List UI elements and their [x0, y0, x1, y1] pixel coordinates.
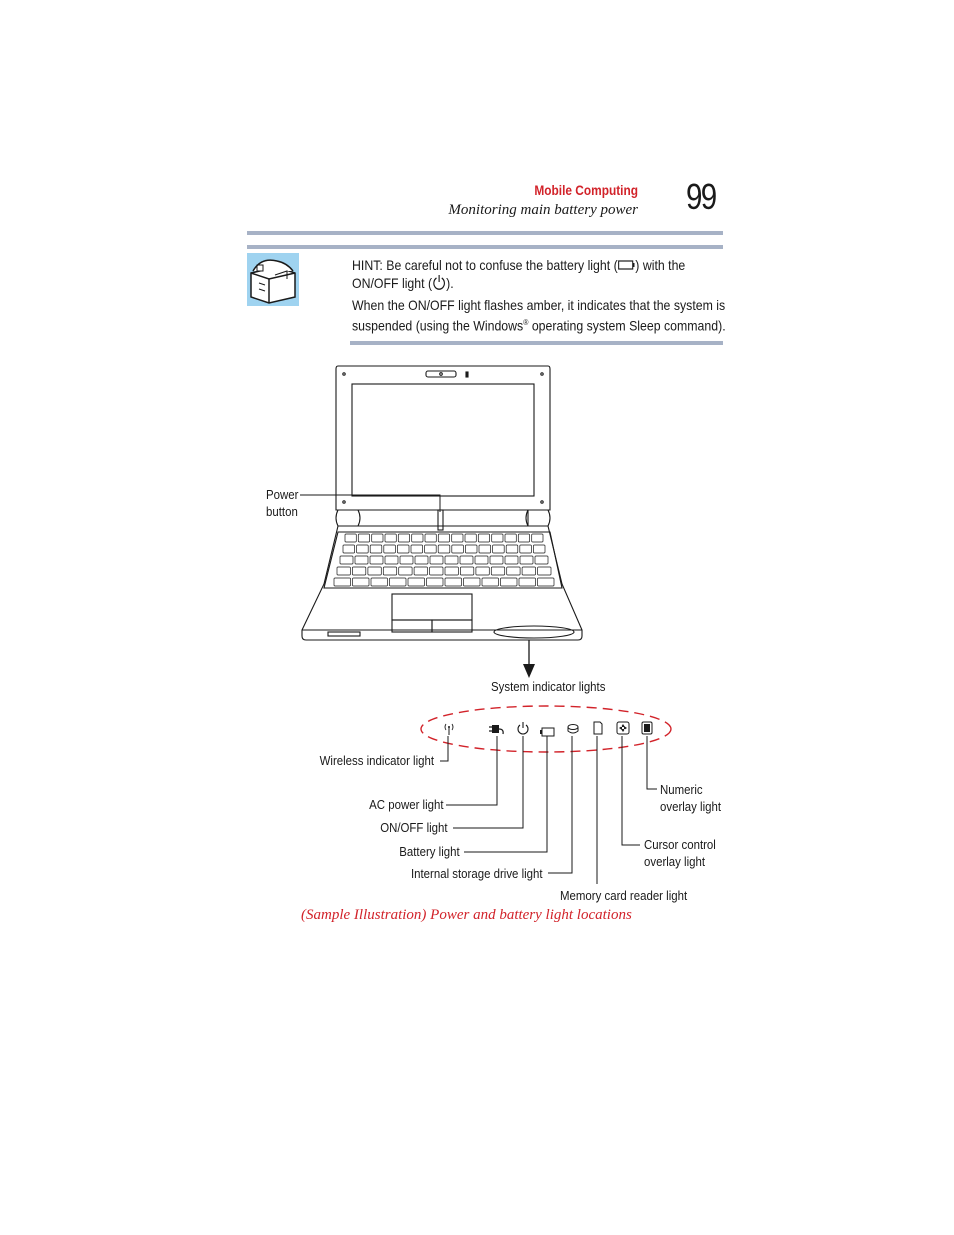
numeric-label-2: overlay light	[660, 799, 722, 814]
page-number: 99	[686, 176, 716, 217]
figure-caption: (Sample Illustration) Power and battery light locations	[301, 907, 632, 923]
ac-power-label: AC power light	[369, 797, 444, 812]
registered-mark: ®	[523, 318, 529, 327]
hint-text: HINT: Be careful not to confuse the battery light (	[352, 257, 618, 273]
numeric-label-1: Numeric	[660, 782, 703, 797]
hint-text: suspended (using the Windows	[352, 317, 524, 334]
cursor-label-1: Cursor control	[644, 837, 716, 852]
storage-label: Internal storage drive light	[411, 866, 543, 881]
hint-text: ON/OFF light (	[352, 275, 433, 291]
battery-label: Battery light	[399, 844, 460, 859]
section-title: Mobile Computing	[534, 183, 638, 198]
memory-card-label: Memory card reader light	[560, 888, 688, 903]
hint-text: ) with the	[635, 257, 686, 273]
hint-line-3: When the ON/OFF light flashes amber, it indicates that the system is	[352, 297, 726, 313]
onoff-label: ON/OFF light	[380, 820, 448, 835]
wireless-label: Wireless indicator light	[319, 753, 434, 768]
power-button-label-2: button	[266, 504, 298, 519]
hint-text: ).	[446, 275, 454, 291]
cursor-label-2: overlay light	[644, 854, 706, 869]
hint-text: operating system Sleep command).	[528, 317, 726, 334]
system-indicator-label: System indicator lights	[491, 679, 606, 694]
subsection-title: Monitoring main battery power	[448, 202, 638, 218]
power-button-label-1: Power	[266, 487, 299, 502]
